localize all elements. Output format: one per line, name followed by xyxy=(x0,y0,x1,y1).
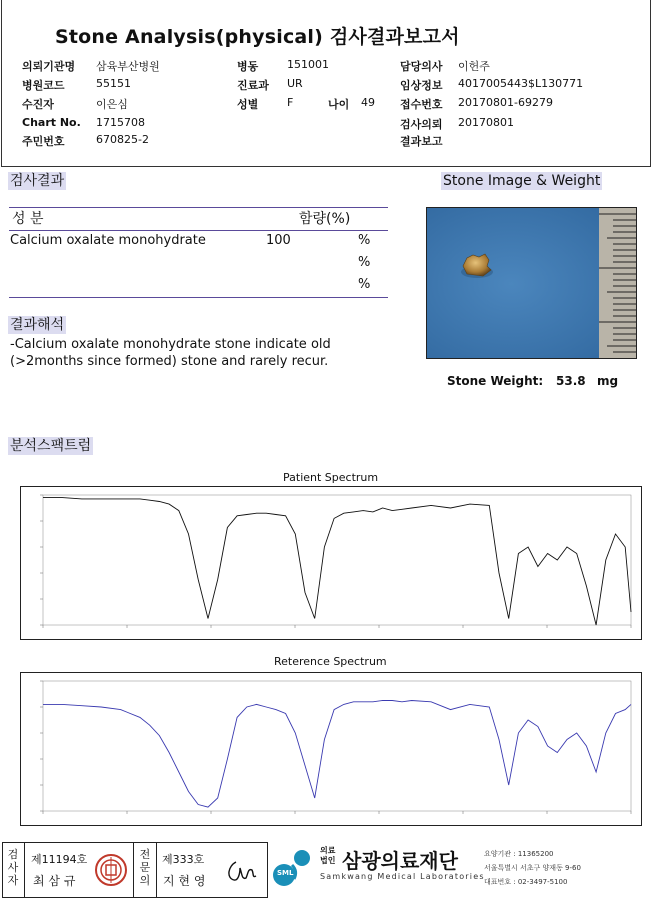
org-address: 서울특별시 서초구 양재동 9-60 xyxy=(484,864,581,872)
results-table-bottom-rule xyxy=(9,297,388,298)
results-col-component: 성 분 xyxy=(12,211,44,227)
stone-section-title: Stone Image & Weight xyxy=(443,173,601,189)
header-age: 나이 xyxy=(328,98,350,111)
reference-spectrum-svg xyxy=(21,673,641,825)
header-age-value: 49 xyxy=(361,96,375,109)
inspector-label: 검사자 xyxy=(7,848,19,887)
results-row-1-amount: 100 xyxy=(266,233,291,248)
header-left-1-value: 삼육부산병원 xyxy=(96,60,160,73)
header-right-3: 접수번호 xyxy=(400,98,443,111)
sig-divider-3 xyxy=(156,842,157,898)
org-prefix: 의료법인 xyxy=(320,846,336,865)
sig-divider-1 xyxy=(24,842,25,898)
spectrum-series-line xyxy=(43,701,631,808)
header-mid-2: 진료과 xyxy=(237,79,269,92)
stone-weight-label: Stone Weight: xyxy=(447,374,544,388)
inspector-name: 최 삼 규 xyxy=(33,874,76,888)
spectrum-section-title: 분석스팩트럼 xyxy=(10,438,92,454)
results-row-1-unit: % xyxy=(358,233,371,248)
results-table-header-rule xyxy=(9,230,388,231)
header-left-2: 병원코드 xyxy=(22,79,65,92)
org-phone: 대표번호 : 02-3497-5100 xyxy=(484,878,568,886)
org-english-name: Samkwang Medical Laboratories xyxy=(320,872,485,881)
specialist-signature xyxy=(222,852,262,888)
stone-weight-value: 53.8 xyxy=(556,374,586,388)
results-row-1-component: Calcium oxalate monohydrate xyxy=(10,233,206,248)
report-title: Stone Analysis(physical) 검사결과보고서 xyxy=(55,26,460,48)
stone-weight-unit: mg xyxy=(597,374,619,388)
sig-divider-2 xyxy=(133,842,134,898)
patient-spectrum-title: Patient Spectrum xyxy=(283,471,379,484)
interpretation-line-1: -Calcium oxalate monohydrate stone indicate old xyxy=(10,337,331,352)
specialist-label: 전문의 xyxy=(139,848,151,887)
results-row-3-unit: % xyxy=(358,277,371,292)
header-right-1: 담당의사 xyxy=(400,60,443,73)
header-mid-3: 성별 xyxy=(237,98,259,111)
inspector-license: 제11194호 xyxy=(31,853,88,866)
header-right-5: 결과보고 xyxy=(400,135,443,148)
reference-spectrum-title: Reterence Spectrum xyxy=(274,655,387,668)
header-left-5: 주민번호 xyxy=(22,135,65,148)
header-right-4-value: 20170801 xyxy=(458,116,514,129)
header-left-1: 의뢰기관명 xyxy=(22,60,76,73)
header-mid-2-value: UR xyxy=(287,77,303,90)
spectrum-series-line xyxy=(43,498,631,625)
header-mid-3-value: F xyxy=(287,96,294,109)
specialist-license: 제333호 xyxy=(162,853,205,866)
header-left-3-value: 이은심 xyxy=(96,98,128,111)
header-right-2: 임상정보 xyxy=(400,79,443,92)
header-mid-1-value: 151001 xyxy=(287,58,329,71)
inspector-seal-stamp xyxy=(94,853,128,887)
results-row-2-unit: % xyxy=(358,255,371,270)
org-logo-text: SML xyxy=(277,869,294,877)
org-name: 삼광의료재단 xyxy=(342,849,458,873)
header-left-3: 수진자 xyxy=(22,98,54,111)
header-right-1-value: 이헌주 xyxy=(458,60,490,73)
org-code: 요양기관 : 11365200 xyxy=(484,850,554,858)
header-left-4-value: 1715708 xyxy=(96,116,145,129)
header-left-2-value: 55151 xyxy=(96,77,131,90)
header-right-3-value: 20170801-69279 xyxy=(458,96,553,109)
spectrum-plot-frame xyxy=(43,681,631,811)
results-col-amount: 함량(%) xyxy=(299,211,351,227)
results-section-title: 검사결과 xyxy=(10,173,65,189)
header-mid-1: 병동 xyxy=(237,60,259,73)
stone-photo xyxy=(426,207,637,359)
interpretation-section-title: 결과해석 xyxy=(10,317,65,333)
reference-spectrum-chart xyxy=(20,672,642,826)
specialist-name: 지 현 영 xyxy=(163,874,206,888)
stone-photo-graphic xyxy=(427,208,637,359)
header-left-4: Chart No. xyxy=(22,116,81,129)
header-left-5-value: 670825-2 xyxy=(96,133,149,146)
header-right-4: 검사의뢰 xyxy=(400,118,443,131)
patient-spectrum-svg xyxy=(21,487,641,639)
patient-spectrum-chart xyxy=(20,486,642,640)
header-right-2-value: 4017005443$L130771 xyxy=(458,77,584,90)
interpretation-line-2: (>2months since formed) stone and rarely recur. xyxy=(10,354,329,369)
